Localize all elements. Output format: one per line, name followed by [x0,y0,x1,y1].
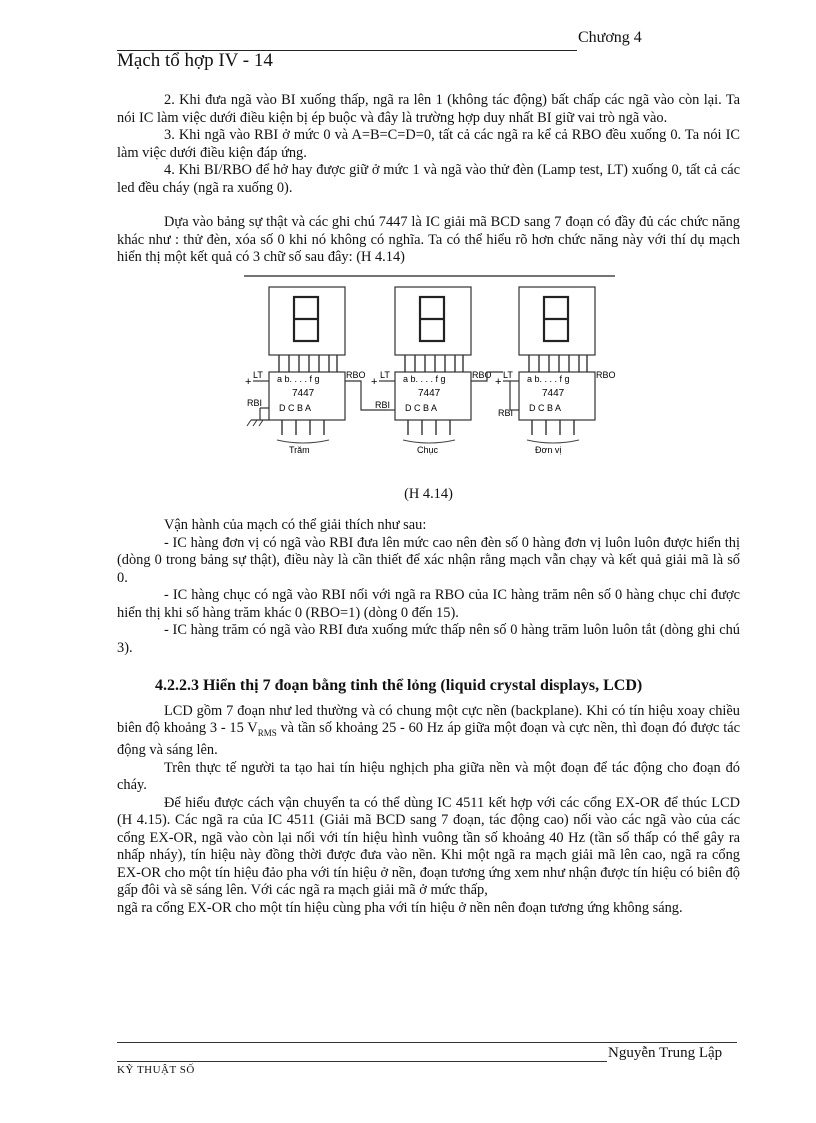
ic-pins-top: a b. . . . f g [527,373,570,384]
plus-sign: + [495,375,502,388]
paragraph: Trên thực tế người ta tạo hai tín hiệu nghịch pha giữa nền và một đoạn để tác động cho đoạn đó cháy. [117,759,740,794]
footer-subject: KỸ THUẬT SỐ [117,1064,195,1076]
footer-rule [117,1061,607,1062]
rbo-label: RBO [596,369,616,380]
ic-label: 7447 [418,387,441,399]
body-text [117,92,740,917]
rbo-label: RBO [472,369,492,380]
digit-label-ones: Đơn vị [535,444,562,455]
page-title: Mạch tổ hợp IV - 14 [117,50,273,71]
lt-label: LT [380,369,390,380]
footer-author: Nguyễn Trung Lập [608,1045,723,1061]
digit-unit-hundreds [245,287,366,455]
rbo-label: RBO [346,369,366,380]
ic-label: 7447 [292,387,315,399]
ic-pins-top: a b. . . . f g [403,373,446,384]
paragraph: Để hiểu được cách vận chuyển ta có thể dùng IC 4511 kết hợp với các cổng EX-OR để thúc LCD (H 4.15). Các ngã ra của IC 4511 (Giải mã BCD sang 7 đoạn, tác động cao) nối vào các ngã vào của các cổng EX-OR, ngã vào còn lại nối với tín hiệu hình vuông tần số khoảng 40 Hz (tần số thấp có thể gây ra nhấp nháy), tín hiệu này đồng thời được đưa vào nền. Khi một ngã ra mạch giải mã lên cao, ngã ra cổng EX-OR cho một tín hiệu đảo pha với tín hiệu ở nền, đoạn tương ứng xem như nhận được tín hiệu có biên độ gấp đôi và sẽ sáng lên. Với các ngã ra mạch giải mã ở mức thấp, [117,794,740,899]
plus-sign: + [371,375,378,388]
chapter-label: Chương 4 [578,29,642,46]
figure-caption: (H 4.14) [404,485,453,502]
rbi-label: RBI [375,399,391,410]
paragraph: ngã ra cổng EX-OR cho một tín hiệu cùng pha với tín hiệu ở nền nên đoạn tương ứng không sáng. [117,899,683,916]
paragraph: 4. Khi BI/RBO để hở hay được giữ ở mức 1 và ngã vào thử đèn (Lamp test, LT) xuống 0, tất cả các led đều cháy (ngã ra xuống 0). [117,162,740,196]
digit-label-tens: Chục [417,444,439,455]
paragraph: - IC hàng trăm có ngã vào RBI đưa xuống mức thấp nên số 0 hàng trăm luôn luôn tắt (dòng ghi chú 3). [117,622,740,656]
paragraph: Vận hành của mạch có thể giải thích như sau: [164,517,427,533]
footer-rule [117,1042,737,1043]
ic-pins-bottom: D C B A [279,402,312,413]
section-heading: 4.2.2.3 Hiển thị 7 đoạn bằng tinh thể lỏng (liquid crystal displays, LCD) [155,677,643,694]
ic-label: 7447 [542,387,565,399]
rbi-label: RBI [247,397,263,408]
paragraph: - IC hàng chục có ngã vào RBI nối với ngã ra RBO của IC hàng trăm nên số 0 hàng chục chỉ được hiển thị khi số hàng trăm khác 0 (RBO=1) (dòng 0 đến 15). [117,587,740,621]
circuit-diagram [117,270,740,482]
lt-label: LT [253,369,263,380]
paragraph: Dựa vào bảng sự thật và các ghi chú 7447 là IC giải mã BCD sang 7 đoạn có đầy đủ các chức năng khác như : thử đèn, xóa số 0 khi nó không có nghĩa. Ta có thể hiểu rõ hơn chức năng này với thí dụ mạch hiển thị một kết quả có 3 chữ số sau đây: (H 4.14) [117,214,740,265]
paragraph: - IC hàng đơn vị có ngã vào RBI đưa lên mức cao nên đèn số 0 hàng đơn vị luôn luôn được hiển thị (dòng 0 trong bảng sự thật), điều này là cần thiết để xác nhận rằng mạch vẫn chạy và kết quả giải mã là số 0. [117,534,740,586]
digit-unit-tens [371,287,492,455]
paragraph: LCD gồm 7 đoạn như led thường và có chung một cực nền (backplane). Khi có tín hiệu xoay chiều biên độ khoảng 3 - 15 $V_{RMS}$ và tần số khoảng 25 - 60 Hz áp giữa một đoạn và cực nền, thì đoạn đó được tác động và sáng lên. [117,702,740,759]
plus-sign: + [245,375,252,388]
paragraph: 2. Khi đưa ngã vào BI xuống thấp, ngã ra lên 1 (không tác động) bất chấp các ngã vào còn lại. Ta nói IC làm việc dưới điều kiện bị ép buộc và đây là trường hợp duy nhất BI giữ vai trò ngã vào. [117,92,740,126]
paragraph: 3. Khi ngã vào RBI ở mức 0 và A=B=C=D=0, tất cả các ngã ra kể cả RBO đều xuống 0. Ta nói IC làm việc dưới điều kiện đáp ứng. [117,127,740,161]
lt-label: LT [503,369,513,380]
digit-label-hundreds: Trăm [289,444,310,455]
ic-pins-top: a b. . . . f g [277,373,320,384]
ic-pins-bottom: D C B A [529,402,562,413]
ic-pins-bottom: D C B A [405,402,438,413]
rbi-label: RBI [498,407,514,418]
digit-unit-ones [495,287,616,455]
figure-7447-display-circuit [117,270,740,482]
